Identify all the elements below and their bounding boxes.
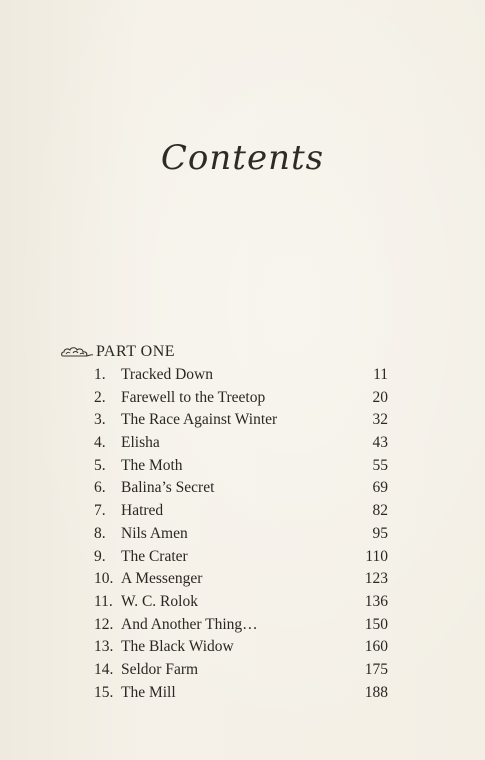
chapter-title: The Race Against Winter — [121, 411, 278, 429]
page-title: Contents — [160, 138, 325, 178]
chapter-number: 8. — [94, 524, 106, 542]
chapter-title: A Messenger — [121, 570, 203, 588]
toc-entry — [94, 479, 388, 502]
chapter-page-number: 150 — [364, 615, 388, 633]
toc-entry — [94, 548, 388, 571]
chapter-number: 5. — [94, 456, 106, 474]
chapter-number: 2. — [94, 388, 106, 406]
chapter-title: Nils Amen — [121, 524, 188, 542]
chapter-number: 3. — [94, 411, 106, 429]
cloud-ornament-icon — [60, 343, 94, 361]
chapter-title: Seldor Farm — [121, 660, 199, 678]
chapter-number: 14. — [94, 660, 114, 678]
chapter-number: 9. — [94, 547, 106, 565]
chapter-number: 6. — [94, 479, 106, 497]
chapter-number: 1. — [94, 366, 106, 383]
table-of-contents — [94, 366, 388, 706]
toc-entry — [94, 616, 388, 639]
chapter-title: The Black Widow — [121, 638, 234, 656]
chapter-page-number: 32 — [372, 411, 388, 429]
chapter-title: The Moth — [121, 456, 183, 474]
chapter-title: And Another Thing… — [121, 615, 258, 633]
chapter-title: The Mill — [121, 683, 176, 701]
toc-entry — [94, 389, 388, 412]
toc-entry — [94, 684, 388, 707]
chapter-number: 10. — [94, 570, 114, 588]
chapter-title: Balina’s Secret — [121, 479, 215, 497]
chapter-page-number: 188 — [364, 683, 388, 701]
chapter-number: 12. — [94, 615, 114, 633]
toc-entry — [94, 502, 388, 525]
chapter-page-number: 69 — [372, 479, 388, 497]
part-label: PART ONE — [96, 343, 176, 360]
toc-entry — [94, 457, 388, 480]
chapter-number: 11. — [94, 592, 113, 610]
chapter-page-number: 43 — [372, 434, 388, 452]
chapter-page-number: 110 — [365, 547, 388, 565]
chapter-title: Farewell to the Treetop — [121, 388, 266, 406]
chapter-number: 7. — [94, 502, 106, 520]
chapter-title: The Crater — [121, 547, 188, 565]
toc-entry — [94, 434, 388, 457]
chapter-number: 4. — [94, 434, 106, 452]
chapter-page-number: 123 — [364, 570, 388, 588]
part-heading — [60, 341, 175, 363]
chapter-page-number: 82 — [372, 502, 388, 520]
chapter-page-number: 11 — [373, 366, 388, 383]
chapter-title: Hatred — [121, 502, 164, 520]
toc-entry — [94, 570, 388, 593]
chapter-page-number: 160 — [364, 638, 388, 656]
chapter-title: Tracked Down — [121, 366, 213, 383]
toc-entry — [94, 366, 388, 389]
chapter-page-number: 20 — [372, 388, 388, 406]
toc-entry — [94, 661, 388, 684]
toc-entry — [94, 638, 388, 661]
chapter-page-number: 95 — [372, 524, 388, 542]
chapter-page-number: 55 — [372, 456, 388, 474]
chapter-number: 13. — [94, 638, 114, 656]
chapter-page-number: 175 — [364, 660, 388, 678]
chapter-page-number: 136 — [364, 592, 388, 610]
toc-entry — [94, 593, 388, 616]
toc-entry — [94, 525, 388, 548]
chapter-number: 15. — [94, 683, 114, 701]
toc-entry — [94, 411, 388, 434]
chapter-title: W. C. Rolok — [121, 592, 198, 610]
chapter-title: Elisha — [121, 434, 160, 452]
